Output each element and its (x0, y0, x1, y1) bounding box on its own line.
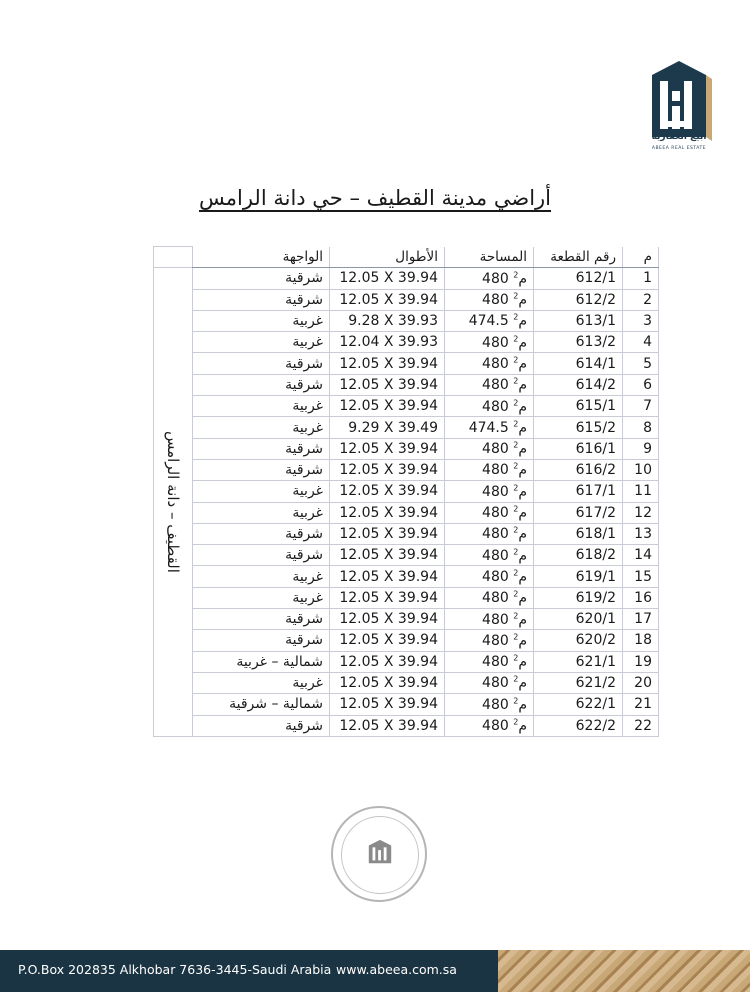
cell-facade: شرقية (193, 715, 330, 736)
cell-plot: 621/1 (534, 651, 623, 672)
cell-facade: شرقية (193, 545, 330, 566)
cell-plot: 615/1 (534, 396, 623, 417)
table-row (154, 672, 659, 693)
cell-index: 6 (623, 374, 659, 395)
cell-area: 480 م$^2$ (445, 438, 534, 459)
cell-area: 480 م$^2$ (445, 672, 534, 693)
cell-plot: 612/2 (534, 289, 623, 310)
cell-facade: شرقية (193, 609, 330, 630)
cell-facade: شرقية (193, 438, 330, 459)
header-area: المساحة (445, 247, 534, 268)
header-plot: رقم القطعة (534, 247, 623, 268)
table-row (154, 332, 659, 353)
cell-index: 21 (623, 694, 659, 715)
cell-area: 480 م$^2$ (445, 715, 534, 736)
cell-dims: 12.05 X 39.94 (330, 438, 445, 459)
cell-index: 18 (623, 630, 659, 651)
cell-dims: 12.05 X 39.94 (330, 396, 445, 417)
cell-plot: 619/1 (534, 566, 623, 587)
company-stamp-icon (331, 806, 427, 902)
cell-dims: 12.05 X 39.94 (330, 502, 445, 523)
cell-index: 2 (623, 289, 659, 310)
cell-area: 480 م$^2$ (445, 609, 534, 630)
cell-plot: 613/2 (534, 332, 623, 353)
cell-plot: 616/2 (534, 459, 623, 480)
cell-facade: غربية (193, 481, 330, 502)
side-label: القطيف – دانة الرامس (164, 431, 182, 574)
cell-dims: 12.05 X 39.94 (330, 523, 445, 544)
logo-name-en: ABEEA REAL ESTATE (651, 146, 707, 151)
cell-area: 480 م$^2$ (445, 694, 534, 715)
cell-area: 474.5 م$^2$ (445, 417, 534, 438)
cell-index: 19 (623, 651, 659, 672)
cell-plot: 619/2 (534, 587, 623, 608)
cell-dims: 12.05 X 39.94 (330, 566, 445, 587)
cell-dims: 12.05 X 39.94 (330, 268, 445, 289)
cell-plot: 614/2 (534, 374, 623, 395)
header-facade: الواجهة (193, 247, 330, 268)
cell-dims: 12.05 X 39.94 (330, 672, 445, 693)
footer-pattern (498, 950, 750, 992)
table-row (154, 587, 659, 608)
cell-plot: 616/1 (534, 438, 623, 459)
cell-index: 10 (623, 459, 659, 480)
cell-area: 474.5 م$^2$ (445, 310, 534, 331)
cell-plot: 621/2 (534, 672, 623, 693)
cell-dims: 12.05 X 39.94 (330, 694, 445, 715)
stamp-logo-icon (366, 838, 394, 866)
table-row (154, 630, 659, 651)
plots-table (153, 246, 659, 737)
cell-plot: 614/1 (534, 353, 623, 374)
side-label-cell (154, 268, 193, 737)
cell-index: 12 (623, 502, 659, 523)
table-row (154, 417, 659, 438)
cell-dims: 12.05 X 39.94 (330, 289, 445, 310)
cell-plot: 620/2 (534, 630, 623, 651)
cell-index: 7 (623, 396, 659, 417)
cell-plot: 615/2 (534, 417, 623, 438)
cell-area: 480 م$^2$ (445, 630, 534, 651)
cell-index: 13 (623, 523, 659, 544)
table-row (154, 353, 659, 374)
table-row (154, 396, 659, 417)
cell-facade: شمالية – شرقية (193, 694, 330, 715)
cell-plot: 622/1 (534, 694, 623, 715)
table-row (154, 502, 659, 523)
footer-website[interactable]: www.abeea.com.sa (336, 962, 457, 977)
table-row (154, 268, 659, 289)
cell-area: 480 م$^2$ (445, 651, 534, 672)
cell-area: 480 م$^2$ (445, 481, 534, 502)
cell-area: 480 م$^2$ (445, 587, 534, 608)
cell-area: 480 م$^2$ (445, 459, 534, 480)
header-side-blank (154, 247, 193, 268)
cell-area: 480 م$^2$ (445, 502, 534, 523)
table-row (154, 459, 659, 480)
cell-plot: 618/2 (534, 545, 623, 566)
cell-facade: غربية (193, 417, 330, 438)
cell-index: 8 (623, 417, 659, 438)
cell-dims: 12.05 X 39.94 (330, 609, 445, 630)
cell-plot: 617/1 (534, 481, 623, 502)
cell-dims: 12.05 X 39.94 (330, 587, 445, 608)
cell-facade: شرقية (193, 353, 330, 374)
header-index: م (623, 247, 659, 268)
cell-dims: 12.05 X 39.94 (330, 630, 445, 651)
cell-facade: غربية (193, 566, 330, 587)
cell-dims: 12.05 X 39.94 (330, 459, 445, 480)
table-row (154, 374, 659, 395)
cell-plot: 622/2 (534, 715, 623, 736)
cell-area: 480 م$^2$ (445, 566, 534, 587)
cell-index: 4 (623, 332, 659, 353)
cell-dims: 12.05 X 39.94 (330, 353, 445, 374)
footer-address: P.O.Box 202835 Alkhobar 7636-3445-Saudi Arabia (18, 962, 332, 977)
cell-index: 15 (623, 566, 659, 587)
cell-index: 20 (623, 672, 659, 693)
table-row (154, 481, 659, 502)
table-row (154, 609, 659, 630)
cell-plot: 620/1 (534, 609, 623, 630)
cell-facade: غربية (193, 502, 330, 523)
cell-area: 480 م$^2$ (445, 332, 534, 353)
cell-plot: 617/2 (534, 502, 623, 523)
cell-dims: 12.05 X 39.94 (330, 651, 445, 672)
header-dims: الأطوال (330, 247, 445, 268)
cell-facade: غربية (193, 587, 330, 608)
cell-facade: غربية (193, 332, 330, 353)
table-row (154, 310, 659, 331)
cell-index: 1 (623, 268, 659, 289)
cell-index: 3 (623, 310, 659, 331)
cell-dims: 12.05 X 39.94 (330, 374, 445, 395)
table-row (154, 289, 659, 310)
cell-dims: 12.05 X 39.94 (330, 715, 445, 736)
cell-dims: 9.29 X 39.49 (330, 417, 445, 438)
cell-index: 14 (623, 545, 659, 566)
cell-facade: شمالية – غربية (193, 651, 330, 672)
cell-dims: 12.05 X 39.94 (330, 545, 445, 566)
page-title: أراضي مدينة القطيف – حي دانة الرامس (198, 186, 552, 210)
cell-dims: 9.28 X 39.93 (330, 310, 445, 331)
cell-plot: 613/1 (534, 310, 623, 331)
table-row (154, 715, 659, 736)
table-row (154, 566, 659, 587)
table-body (154, 268, 659, 737)
cell-facade: غربية (193, 672, 330, 693)
cell-facade: شرقية (193, 268, 330, 289)
cell-index: 17 (623, 609, 659, 630)
cell-facade: شرقية (193, 374, 330, 395)
cell-area: 480 م$^2$ (445, 523, 534, 544)
cell-facade: شرقية (193, 630, 330, 651)
cell-area: 480 م$^2$ (445, 374, 534, 395)
cell-index: 5 (623, 353, 659, 374)
cell-dims: 12.05 X 39.94 (330, 481, 445, 502)
cell-index: 11 (623, 481, 659, 502)
cell-dims: 12.04 X 39.93 (330, 332, 445, 353)
plots-table-wrap (153, 246, 659, 737)
cell-area: 480 م$^2$ (445, 353, 534, 374)
table-row (154, 438, 659, 459)
cell-facade: شرقية (193, 459, 330, 480)
table-row (154, 523, 659, 544)
cell-index: 22 (623, 715, 659, 736)
cell-facade: شرقية (193, 523, 330, 544)
table-header-row (154, 247, 659, 268)
cell-plot: 618/1 (534, 523, 623, 544)
cell-facade: شرقية (193, 289, 330, 310)
footer (0, 950, 750, 992)
cell-plot: 612/1 (534, 268, 623, 289)
table-row (154, 651, 659, 672)
table-row (154, 545, 659, 566)
table-row (154, 694, 659, 715)
cell-facade: غربية (193, 310, 330, 331)
logo-name-ar: أبيع العقارية (651, 132, 707, 142)
cell-facade: غربية (193, 396, 330, 417)
cell-index: 16 (623, 587, 659, 608)
cell-area: 480 م$^2$ (445, 545, 534, 566)
cell-index: 9 (623, 438, 659, 459)
cell-area: 480 م$^2$ (445, 268, 534, 289)
cell-area: 480 م$^2$ (445, 396, 534, 417)
cell-area: 480 م$^2$ (445, 289, 534, 310)
